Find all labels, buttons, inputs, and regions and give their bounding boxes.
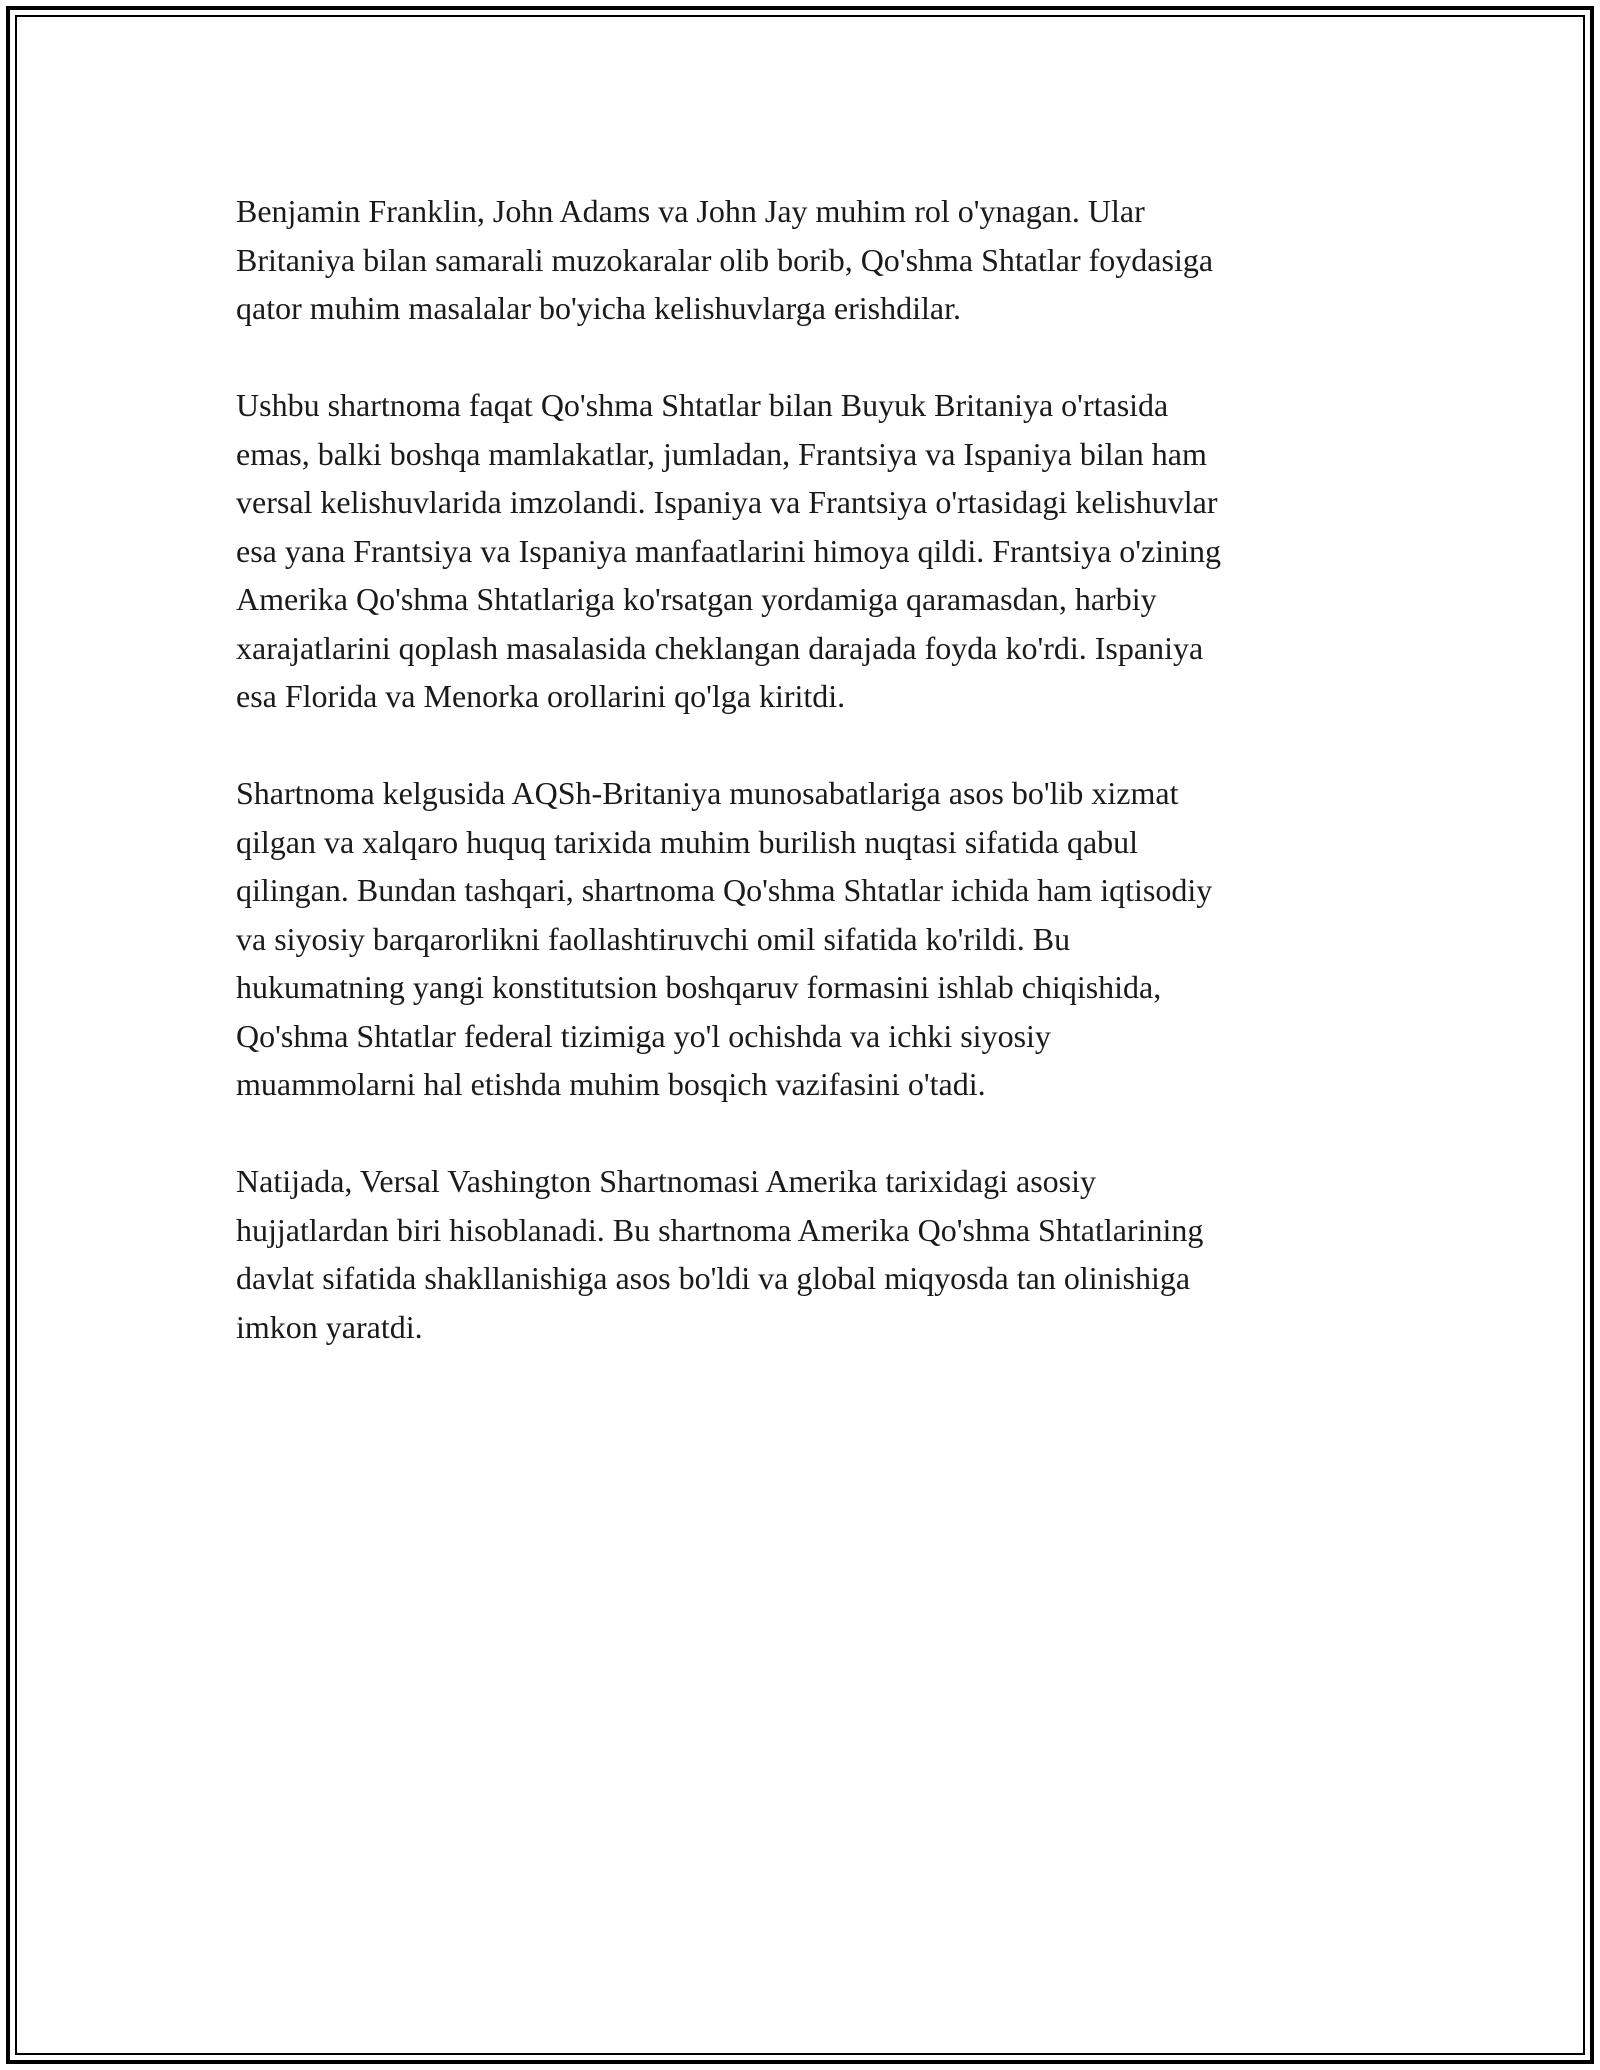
document-body bbox=[236, 187, 1376, 1400]
text-line: versal kelishuvlarida imzolandi. Ispaniya va Frantsiya o'rtasidagi kelishuvlar bbox=[236, 484, 1218, 520]
text-line: va siyosiy barqarorlikni faollashtiruvchi omil sifatida ko'rildi. Bu bbox=[236, 920, 1071, 957]
text-line: Shartnoma kelgusida AQSh-Britaniya munosabatlariga asos bo'lib xizmat bbox=[236, 775, 1179, 811]
paragraph-4 bbox=[236, 1157, 1376, 1351]
text-line: Ushbu shartnoma faqat Qo'shma Shtatlar bilan Buyuk Britaniya o'rtasida bbox=[236, 387, 1169, 423]
text-line: Britaniya bilan samarali muzokaralar olib borib, Qo'shma Shtatlar foydasiga bbox=[236, 241, 1214, 278]
paragraph-1 bbox=[236, 187, 1376, 333]
text-line: davlat sifatida shakllanishiga asos bo'ldi va global miqyosda tan olinishiga bbox=[236, 1260, 1191, 1296]
text-line: hujjatlardan biri hisoblanadi. Bu shartnoma Amerika Qo'shma Shtatlarining bbox=[236, 1211, 1204, 1248]
text-line: xarajatlarini qoplash masalasida cheklangan darajada foyda ko'rdi. Ispaniya bbox=[236, 629, 1204, 666]
paragraph-3 bbox=[236, 769, 1376, 1109]
text-line: Amerika Qo'shma Shtatlariga ko'rsatgan yordamiga qaramasdan, harbiy bbox=[236, 581, 1157, 617]
text-line: muammolarni hal etishda muhim bosqich vazifasini o'tadi. bbox=[236, 1066, 986, 1102]
text-line: qator muhim masalalar bo'yicha kelishuvlarga erishdilar. bbox=[236, 290, 961, 326]
text-line: Natijada, Versal Vashington Shartnomasi Amerika tarixidagi asosiy bbox=[236, 1163, 1096, 1199]
text-line: imkon yaratdi. bbox=[236, 1308, 423, 1345]
text-line: qilgan va xalqaro huquq tarixida muhim burilish nuqtasi sifatida qabul bbox=[236, 823, 1139, 860]
text-line: esa yana Frantsiya va Ispaniya manfaatlarini himoya qildi. Frantsiya o'zining bbox=[236, 532, 1222, 569]
text-line: hukumatning yangi konstitutsion boshqaruv formasini ishlab chiqishida, bbox=[236, 969, 1162, 1005]
paragraph-2 bbox=[236, 381, 1376, 721]
text-line: emas, balki boshqa mamlakatlar, jumladan, Frantsiya va Ispaniya bilan ham bbox=[236, 435, 1207, 472]
text-line: Benjamin Franklin, John Adams va John Jay muhim rol o'ynagan. Ular bbox=[236, 193, 1145, 229]
text-line: qilingan. Bundan tashqari, shartnoma Qo'shma Shtatlar ichida ham iqtisodiy bbox=[236, 872, 1213, 908]
text-line: esa Florida va Menorka orollarini qo'lga kiritdi. bbox=[236, 678, 846, 714]
text-line: Qo'shma Shtatlar federal tizimiga yo'l ochishda va ichki siyosiy bbox=[236, 1017, 1051, 1054]
